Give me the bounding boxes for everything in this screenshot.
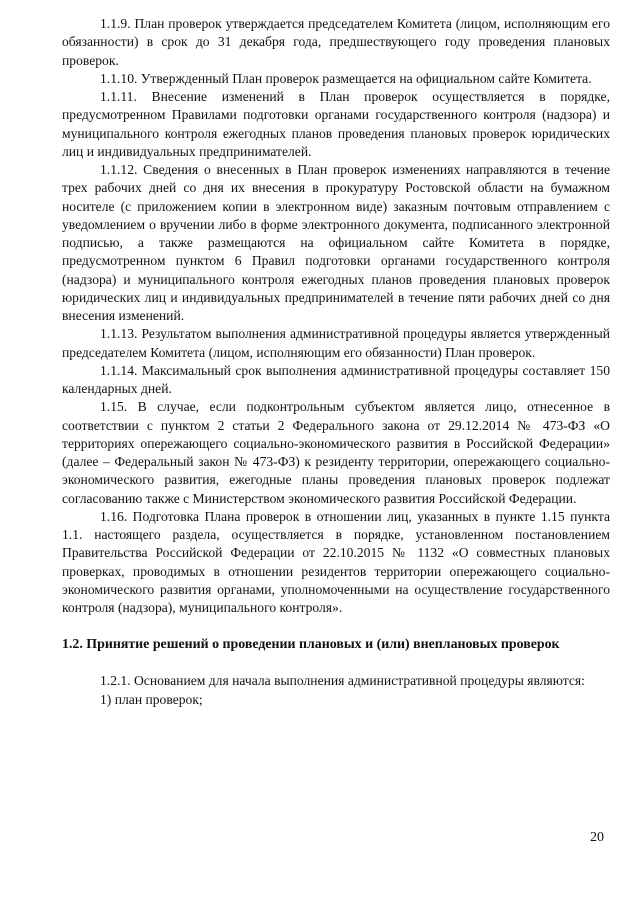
paragraph-1-1-9: 1.1.9. План проверок утверждается председателем Комитета (лицом, исполняющим его обязанности) в срок до 31 декабря года, предшествующего году проведения плановых проверок. [62,16,610,68]
paragraph-1-1-10: 1.1.10. Утвержденный План проверок размещается на официальном сайте Комитета. [100,70,592,86]
page-number: 20 [590,830,604,845]
document-body [62,15,610,709]
list-item-plan: 1) план проверок; [100,691,203,707]
paragraph-1-2-1: 1.2.1. Основанием для начала выполнения административной процедуры являются: [100,673,585,689]
paragraph-1-15: 1.15. В случае, если подконтрольным субъектом является лицо, отнесенное в соответствии с пунктом 2 статьи 2 Федерального закона от 29.12.2014 № 473-ФЗ «О территориях опережающего социально-экономического развития в Российской Федерации» (далее – Федеральный закон № 473-ФЗ) к резиденту территории, опережающего социально-экономического развития, ежегодные планы проведения плановых проверок подлежат согласованию также с Министерством экономического развития Российской Федерации. [62,399,610,506]
paragraph-1-1-11: 1.1.11. Внесение изменений в План проверок осуществляется в порядке, предусмотренном Правилами подготовки органами государственного контроля (надзора) и муниципального контроля ежегодных планов проведения плановых проверок юридических лиц и индивидуальных предпринимателей. [62,89,610,159]
paragraph-1-1-14: 1.1.14. Максимальный срок выполнения административной процедуры составляет 150 календарных дней. [62,362,610,396]
section-heading: 1.2. Принятие решений о проведении плановых и (или) внеплановых проверок [62,637,560,653]
paragraph-1-16: 1.16. Подготовка Плана проверок в отношении лиц, указанных в пункте 1.15 пункта 1.1. настоящего раздела, осуществляется в порядке, установленном постановлением Правительства Российской Федерации от 22.10.2015 № 1132 «О совместных плановых проверках, проводимых в отношении резидентов территории опережающего социально-экономического развития органами, уполномоченными на осуществление государственного контроля (надзора), муниципального контроля». [62,508,610,615]
paragraph-1-1-12: 1.1.12. Сведения о внесенных в План проверок изменениях направляются в течение трех рабочих дней со дня их внесения в прокуратуру Ростовской области на бумажном носителе (с приложением копии в электронном виде) заказным почтовым отправлением с уведомлением о вручении либо в форме электронного документа, подписанного электронной подписью, а также размещаются на официальном сайте Комитета в порядке, предусмотренном пунктом 6 Правил подготовки органами государственного контроля (надзора) и муниципального контроля ежегодных планов проведения плановых проверок юридических лиц и индивидуальных предпринимателей в течение пяти рабочих дней со дня внесения изменений. [62,162,610,323]
paragraph-1-1-13: 1.1.13. Результатом выполнения административной процедуры является утвержденный председателем Комитета (лицом, исполняющим его обязанности) План проверок. [62,326,610,360]
